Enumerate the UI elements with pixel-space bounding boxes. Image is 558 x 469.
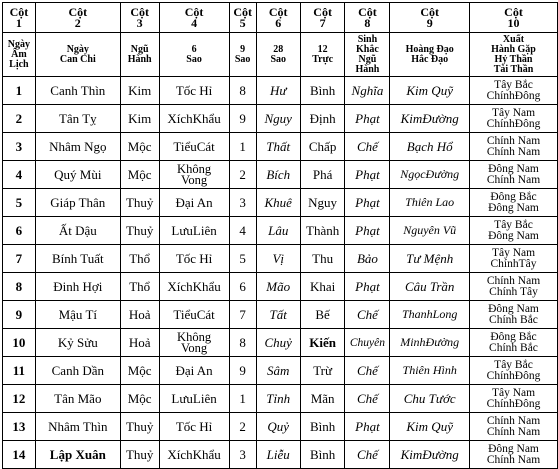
ngu-hanh-cell: Thuỷ [120, 441, 159, 469]
column-number-header [120, 3, 159, 33]
truc-cell: Chấp [300, 133, 345, 161]
lunar-day-cell: 2 [3, 105, 36, 133]
table-row [3, 161, 558, 189]
six-star-cell [159, 441, 229, 469]
column-number-line: 10 [507, 15, 520, 30]
xuat-hanh-cell [469, 441, 557, 469]
xuat-hanh-line: ChínhĐông [486, 369, 541, 382]
nine-star-cell: 7 [229, 301, 256, 329]
sinh-khac-cell: Phạt [345, 413, 390, 441]
truc-cell: Thành [300, 217, 345, 245]
can-chi-cell: Tân Mão [35, 385, 120, 413]
column-title-header [256, 33, 300, 77]
six-star-line: XíchKhẩu [167, 278, 221, 294]
column-title-line: Hành [355, 63, 380, 75]
column-title-line: Can Chi [59, 53, 96, 65]
column-title-line: Ngày [7, 38, 31, 50]
xuat-hanh-line: Chính Bắc [489, 341, 538, 354]
xuat-hanh-cell [469, 245, 557, 273]
ngu-hanh-cell: Thuỷ [120, 413, 159, 441]
column-title-line: Sao [270, 53, 286, 65]
six-star-line: LưuLiên [171, 390, 217, 406]
sinh-khac-cell: Chế [345, 133, 390, 161]
star-28-cell: Lâu [256, 217, 300, 245]
lunar-day-cell: 3 [3, 133, 36, 161]
column-number-line: Cột [420, 4, 440, 19]
column-number-header [35, 3, 120, 33]
nine-star-cell: 6 [229, 273, 256, 301]
ngu-hanh-cell: Hoả [120, 301, 159, 329]
column-number-line: 1 [15, 15, 22, 30]
xuat-hanh-line: Đông Bắc [490, 331, 537, 343]
six-star-line: Đại An [175, 194, 213, 210]
xuat-hanh-cell [469, 413, 557, 441]
column-number-header [159, 3, 229, 33]
hoang-dao-cell: Kim Quỹ [390, 413, 470, 441]
six-star-cell [159, 273, 229, 301]
ngu-hanh-cell: Kim [120, 77, 159, 105]
hoang-dao-cell: KimĐường [390, 441, 470, 469]
six-star-cell [159, 161, 229, 189]
table-row [3, 357, 558, 385]
header-row-column-numbers [3, 3, 558, 33]
six-star-cell [159, 385, 229, 413]
column-title-line: Hành Gặp [491, 43, 536, 55]
xuat-hanh-line: Đông Nam [488, 303, 539, 315]
ngu-hanh-cell: Mộc [120, 161, 159, 189]
table-row [3, 77, 558, 105]
sinh-khac-cell: Phạt [345, 217, 390, 245]
can-chi-cell: Tân Tỵ [35, 105, 120, 133]
six-star-line: Vong [180, 172, 208, 187]
sinh-khac-cell: Chế [345, 357, 390, 385]
column-number-line: Cột [233, 4, 252, 19]
star-28-cell: Chuỷ [256, 329, 300, 357]
lunar-day-cell: 11 [3, 357, 36, 385]
column-title-line: 12 [317, 43, 328, 55]
six-star-line: TiểuCát [173, 306, 215, 322]
ngu-hanh-cell: Thổ [120, 245, 159, 273]
lunar-day-cell: 6 [3, 217, 36, 245]
nine-star-cell: 3 [229, 441, 256, 469]
truc-cell: Định [300, 105, 345, 133]
hoang-dao-cell: Thiên Lao [390, 189, 470, 217]
truc-cell: Bình [300, 77, 345, 105]
column-title-line: Hắc Đạo [411, 53, 449, 65]
six-star-cell [159, 245, 229, 273]
six-star-cell [159, 301, 229, 329]
table-row [3, 329, 558, 357]
xuat-hanh-line: Đông Nam [488, 163, 539, 175]
xuat-hanh-cell [469, 273, 557, 301]
xuat-hanh-line: Tây Bắc [494, 79, 533, 91]
lunar-day-cell: 9 [3, 301, 36, 329]
can-chi-cell: Quý Mùi [35, 161, 120, 189]
table-row [3, 441, 558, 469]
sinh-khac-cell: Chuyên [345, 329, 390, 357]
can-chi-cell: Mậu Tí [35, 301, 120, 329]
truc-cell: Mãn [300, 385, 345, 413]
column-number-header [229, 3, 256, 33]
xuat-hanh-cell [469, 385, 557, 413]
column-number-line: 6 [275, 15, 282, 30]
sinh-khac-cell: Bảo [345, 245, 390, 273]
xuat-hanh-cell [469, 77, 557, 105]
xuat-hanh-line: Đông Bắc [490, 191, 537, 203]
column-title-line: 28 [273, 43, 284, 55]
column-title-line: Ngũ [358, 53, 377, 65]
table-row [3, 217, 558, 245]
column-title-line: Xuất [502, 33, 525, 45]
hoang-dao-cell: Chu Tước [390, 385, 470, 413]
lunar-day-cell: 4 [3, 161, 36, 189]
sinh-khac-cell: Chế [345, 441, 390, 469]
column-title-header [35, 33, 120, 77]
ngu-hanh-cell: Thuỷ [120, 217, 159, 245]
column-number-line: Cột [358, 4, 377, 19]
column-title-header [300, 33, 345, 77]
nine-star-cell: 8 [229, 329, 256, 357]
column-title-line: Sao [186, 53, 202, 65]
column-title-line: Hành [127, 53, 152, 65]
ngu-hanh-cell: Thuỷ [120, 189, 159, 217]
calendar-table-body [3, 3, 558, 469]
column-number-header [469, 3, 557, 33]
six-star-line: Đại An [175, 362, 213, 378]
star-28-cell: Bích [256, 161, 300, 189]
column-title-line: Âm [11, 48, 27, 60]
lunar-day-cell: 12 [3, 385, 36, 413]
truc-cell: Khai [300, 273, 345, 301]
ngu-hanh-cell: Thổ [120, 273, 159, 301]
star-28-cell: Liễu [256, 441, 300, 469]
six-star-cell [159, 133, 229, 161]
lunar-calendar-table [2, 2, 558, 469]
xuat-hanh-cell [469, 189, 557, 217]
hoang-dao-cell: ThanhLong [390, 301, 470, 329]
lunar-day-cell: 1 [3, 77, 36, 105]
xuat-hanh-line: Đông Nam [488, 443, 539, 455]
star-28-cell: Vị [256, 245, 300, 273]
header-row-column-titles [3, 33, 558, 77]
column-number-line: 3 [136, 15, 143, 30]
six-star-line: Không [177, 161, 212, 176]
can-chi-cell: Canh Dần [35, 357, 120, 385]
six-star-line: Tốc Hỉ [175, 418, 213, 434]
xuat-hanh-cell [469, 161, 557, 189]
sinh-khac-cell: Chế [345, 385, 390, 413]
xuat-hanh-line: Tây Nam [491, 247, 536, 259]
six-star-line: LưuLiên [171, 222, 217, 238]
six-star-line: Tốc Hỉ [175, 250, 213, 266]
ngu-hanh-cell: Mộc [120, 357, 159, 385]
lunar-day-cell: 5 [3, 189, 36, 217]
column-title-line: Hỷ Thần [494, 53, 533, 65]
six-star-cell [159, 105, 229, 133]
star-28-cell: Nguy [256, 105, 300, 133]
six-star-cell [159, 329, 229, 357]
column-number-header [345, 3, 390, 33]
nine-star-cell: 1 [229, 385, 256, 413]
truc-cell: Kiến [300, 329, 345, 357]
column-title-line: Sao [234, 53, 251, 65]
xuat-hanh-line: Tây Bắc [494, 359, 533, 371]
lunar-day-cell: 7 [3, 245, 36, 273]
truc-cell: Nguy [300, 189, 345, 217]
column-number-header [3, 3, 36, 33]
sinh-khac-cell: Phạt [345, 161, 390, 189]
sinh-khac-cell: Phạt [345, 105, 390, 133]
can-chi-cell: Ất Dậu [35, 217, 120, 245]
ngu-hanh-cell: Kim [120, 105, 159, 133]
six-star-line: TiểuCát [173, 138, 215, 154]
star-28-cell: Tỉnh [256, 385, 300, 413]
lunar-day-cell: 14 [3, 441, 36, 469]
hoang-dao-cell: Câu Trần [390, 273, 470, 301]
column-title-line: Trực [312, 53, 334, 65]
xuat-hanh-line: Chính Nam [486, 453, 541, 466]
truc-cell: Phá [300, 161, 345, 189]
column-title-header [3, 33, 36, 77]
hoang-dao-cell: MinhĐường [390, 329, 470, 357]
hoang-dao-cell: Tư Mệnh [390, 245, 470, 273]
nine-star-cell: 5 [229, 245, 256, 273]
nine-star-cell: 2 [229, 413, 256, 441]
table-row [3, 413, 558, 441]
xuat-hanh-line: ChínhTây [490, 257, 537, 270]
can-chi-cell: Đinh Hợi [35, 273, 120, 301]
xuat-hanh-line: Tây Nam [491, 107, 536, 119]
xuat-hanh-line: Đông Nam [488, 201, 539, 214]
six-star-line: Vong [180, 340, 208, 355]
table-row [3, 105, 558, 133]
star-28-cell: Thất [256, 133, 300, 161]
column-title-line: 6 [191, 43, 197, 55]
column-title-line: Lịch [9, 58, 29, 70]
xuat-hanh-line: Chính Nam [486, 145, 541, 158]
nine-star-cell: 9 [229, 357, 256, 385]
truc-cell: Bình [300, 441, 345, 469]
column-number-header [390, 3, 470, 33]
can-chi-cell: Canh Thìn [35, 77, 120, 105]
can-chi-cell: Giáp Thân [35, 189, 120, 217]
truc-cell: Thu [300, 245, 345, 273]
xuat-hanh-cell [469, 357, 557, 385]
table-row [3, 385, 558, 413]
xuat-hanh-cell [469, 217, 557, 245]
xuat-hanh-line: Tây Nam [491, 387, 536, 399]
xuat-hanh-cell [469, 329, 557, 357]
column-title-header [469, 33, 557, 77]
xuat-hanh-cell [469, 301, 557, 329]
calendar-table-wrapper [2, 2, 558, 469]
column-number-line: Cột [504, 4, 523, 19]
can-chi-cell: Lập Xuân [35, 441, 120, 469]
xuat-hanh-line: Chính Nam [486, 415, 541, 427]
can-chi-cell: Nhâm Ngọ [35, 133, 120, 161]
column-title-line: Sinh [357, 33, 378, 45]
hoang-dao-cell: Nguyên Vũ [390, 217, 470, 245]
column-number-header [300, 3, 345, 33]
nine-star-cell: 8 [229, 77, 256, 105]
table-row [3, 273, 558, 301]
six-star-line: Tốc Hỉ [175, 82, 213, 98]
column-number-line: Cột [9, 4, 29, 19]
column-number-line: Cột [68, 4, 88, 19]
xuat-hanh-line: ChínhĐông [486, 117, 541, 130]
column-number-line: 7 [319, 15, 326, 30]
truc-cell: Bế [300, 301, 345, 329]
xuat-hanh-line: Chính Bắc [489, 313, 538, 326]
six-star-cell [159, 77, 229, 105]
can-chi-cell: Bính Tuất [35, 245, 120, 273]
ngu-hanh-cell: Hoả [120, 329, 159, 357]
column-number-header [256, 3, 300, 33]
table-row [3, 189, 558, 217]
xuat-hanh-line: Đông Nam [488, 229, 539, 242]
xuat-hanh-line: Chính Nam [486, 135, 541, 147]
sinh-khac-cell: Chế [345, 301, 390, 329]
column-title-header [159, 33, 229, 77]
table-row [3, 245, 558, 273]
hoang-dao-cell: Bạch Hổ [390, 133, 470, 161]
nine-star-cell: 3 [229, 189, 256, 217]
six-star-line: XíchKhẩu [167, 446, 221, 462]
six-star-cell [159, 413, 229, 441]
can-chi-cell: Nhâm Thìn [35, 413, 120, 441]
column-title-line: Hoàng Đạo [405, 43, 454, 55]
nine-star-cell: 9 [229, 105, 256, 133]
xuat-hanh-line: Chính Tây [489, 285, 538, 298]
table-row [3, 301, 558, 329]
xuat-hanh-line: Chính Nam [486, 275, 541, 287]
column-title-line: Tài Thần [493, 63, 534, 75]
nine-star-cell: 4 [229, 217, 256, 245]
star-28-cell: Hư [256, 77, 300, 105]
xuat-hanh-line: Tây Bắc [494, 219, 533, 231]
column-number-line: Cột [268, 4, 288, 19]
star-28-cell: Mão [256, 273, 300, 301]
hoang-dao-cell: Kim Quỹ [390, 77, 470, 105]
sinh-khac-cell: Phạt [345, 273, 390, 301]
column-number-line: Cột [130, 4, 149, 19]
column-title-line: 9 [240, 43, 246, 55]
column-number-line: 5 [239, 15, 246, 30]
table-row [3, 133, 558, 161]
lunar-day-cell: 8 [3, 273, 36, 301]
xuat-hanh-line: ChínhĐông [486, 89, 541, 102]
column-number-line: 4 [191, 15, 198, 30]
six-star-cell [159, 357, 229, 385]
hoang-dao-cell: KimĐường [390, 105, 470, 133]
column-title-header [390, 33, 470, 77]
hoang-dao-cell: Thiên Hình [390, 357, 470, 385]
xuat-hanh-cell [469, 133, 557, 161]
lunar-day-cell: 13 [3, 413, 36, 441]
nine-star-cell: 2 [229, 161, 256, 189]
xuat-hanh-line: ChínhĐông [486, 397, 541, 410]
column-number-line: 9 [426, 15, 433, 30]
sinh-khac-cell: Nghĩa [345, 77, 390, 105]
xuat-hanh-line: Chính Nam [486, 425, 541, 438]
six-star-line: XíchKhẩu [167, 110, 221, 126]
column-number-line: 2 [74, 15, 81, 30]
six-star-cell [159, 217, 229, 245]
ngu-hanh-cell: Mộc [120, 133, 159, 161]
truc-cell: Bình [300, 413, 345, 441]
can-chi-cell: Kỷ Sửu [35, 329, 120, 357]
lunar-day-cell: 10 [3, 329, 36, 357]
column-number-line: 8 [364, 15, 371, 30]
star-28-cell: Quỷ [256, 413, 300, 441]
sinh-khac-cell: Phạt [345, 189, 390, 217]
ngu-hanh-cell: Mộc [120, 385, 159, 413]
nine-star-cell: 1 [229, 133, 256, 161]
column-number-line: Cột [313, 4, 332, 19]
column-title-line: Ngày [66, 43, 89, 55]
column-title-header [120, 33, 159, 77]
star-28-cell: Khuê [256, 189, 300, 217]
star-28-cell: Sâm [256, 357, 300, 385]
six-star-cell [159, 189, 229, 217]
truc-cell: Trừ [300, 357, 345, 385]
column-number-line: Cột [184, 4, 204, 19]
xuat-hanh-cell [469, 105, 557, 133]
star-28-cell: Tất [256, 301, 300, 329]
xuat-hanh-line: Chính Nam [486, 173, 541, 186]
column-title-header [345, 33, 390, 77]
column-title-header [229, 33, 256, 77]
column-title-line: Khắc [356, 43, 379, 55]
six-star-line: Không [177, 329, 212, 344]
hoang-dao-cell: NgọcĐường [390, 161, 470, 189]
column-title-line: Ngũ [130, 43, 149, 55]
